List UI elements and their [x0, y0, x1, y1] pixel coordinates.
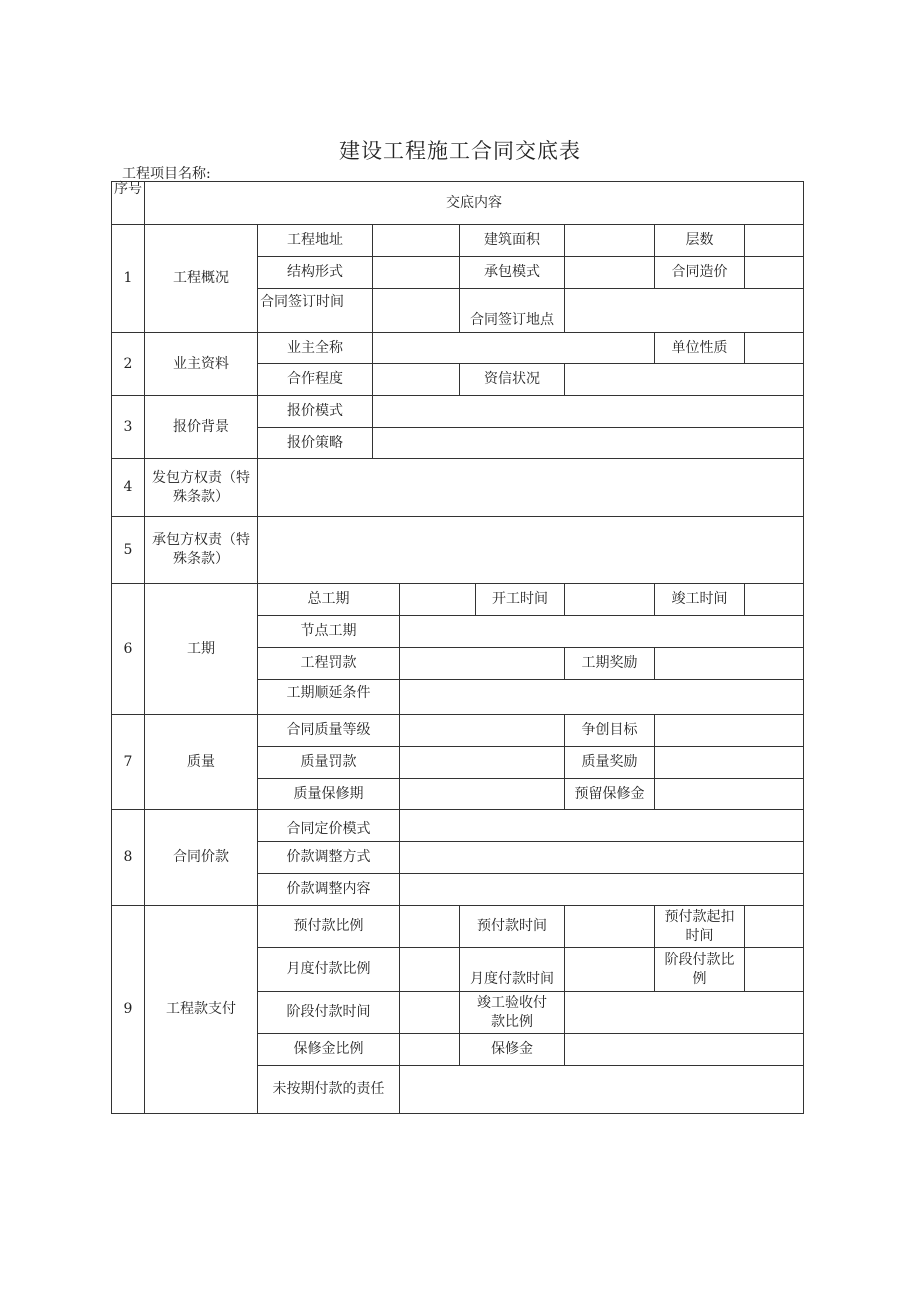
label-monthly-ratio: 月度付款比例 [257, 947, 400, 992]
value-target[interactable] [654, 714, 804, 747]
value-advance-time[interactable] [564, 905, 655, 948]
header-content: 交底内容 [144, 181, 804, 225]
value-sign-time[interactable] [372, 288, 460, 333]
label-target: 争创目标 [564, 714, 655, 747]
label-area: 建筑面积 [459, 224, 565, 257]
value-quality-penalty[interactable] [399, 746, 565, 779]
label-advance-deduct: 预付款起扣时间 [654, 905, 745, 948]
value-completion-ratio[interactable] [564, 991, 804, 1034]
label-quality-grade: 合同质量等级 [257, 714, 400, 747]
value-milestone[interactable] [399, 615, 804, 648]
value-advance-deduct[interactable] [744, 905, 804, 948]
label-quality-penalty: 质量罚款 [257, 746, 400, 779]
section-4-no: 4 [111, 458, 145, 517]
label-monthly-time: 月度付款时间 [459, 947, 565, 992]
value-adjust-content[interactable] [399, 873, 804, 906]
header-seq: 序号 [111, 181, 145, 225]
label-total-period: 总工期 [257, 583, 400, 616]
section-2-name: 业主资料 [144, 332, 258, 396]
label-retention-deposit: 预留保修金 [564, 778, 655, 810]
label-finish-time: 竣工时间 [654, 583, 745, 616]
value-area[interactable] [564, 224, 655, 257]
label-completion-ratio: 竣工验收付款比例 [459, 991, 565, 1034]
value-advance-ratio[interactable] [399, 905, 460, 948]
label-extension: 工期顺延条件 [257, 679, 400, 715]
value-employer-rights[interactable] [257, 458, 804, 517]
value-structure[interactable] [372, 256, 460, 289]
label-contract-mode: 承包模式 [459, 256, 565, 289]
value-stage-time[interactable] [399, 991, 460, 1034]
label-milestone: 节点工期 [257, 615, 400, 648]
label-address: 工程地址 [257, 224, 373, 257]
section-8-name: 合同价款 [144, 809, 258, 906]
label-unit-nature: 单位性质 [654, 332, 745, 364]
value-retention[interactable] [564, 1033, 804, 1066]
value-unit-nature[interactable] [744, 332, 804, 364]
value-warranty[interactable] [399, 778, 565, 810]
label-quote-strategy: 报价策略 [257, 427, 373, 459]
value-retention-deposit[interactable] [654, 778, 804, 810]
label-cooperation: 合作程度 [257, 363, 373, 396]
label-credit: 资信状况 [459, 363, 565, 396]
value-retention-ratio[interactable] [399, 1033, 460, 1066]
section-4-name: 发包方权责（特殊条款） [144, 458, 258, 517]
value-quote-mode[interactable] [372, 395, 804, 428]
section-6-name: 工期 [144, 583, 258, 715]
section-5-name: 承包方权责（特殊条款） [144, 516, 258, 584]
value-period-penalty[interactable] [399, 647, 565, 680]
value-adjust-method[interactable] [399, 841, 804, 874]
value-quality-reward[interactable] [654, 746, 804, 779]
label-advance-time: 预付款时间 [459, 905, 565, 948]
value-address[interactable] [372, 224, 460, 257]
label-advance-ratio: 预付款比例 [257, 905, 400, 948]
value-monthly-ratio[interactable] [399, 947, 460, 992]
value-contractor-rights[interactable] [257, 516, 804, 584]
section-3-name: 报价背景 [144, 395, 258, 459]
label-sign-time: 合同签订时间 [257, 288, 373, 333]
page-title: 建设工程施工合同交底表 [339, 139, 581, 163]
label-quote-mode: 报价模式 [257, 395, 373, 428]
label-period-penalty: 工程罚款 [257, 647, 400, 680]
value-finish-time[interactable] [744, 583, 804, 616]
label-late-liability: 未按期付款的责任 [257, 1065, 400, 1114]
label-quality-reward: 质量奖励 [564, 746, 655, 779]
section-9-no: 9 [111, 905, 145, 1114]
label-contract-price: 合同造价 [654, 256, 745, 289]
label-adjust-content: 价款调整内容 [257, 873, 400, 906]
value-extension[interactable] [399, 679, 804, 715]
value-quality-grade[interactable] [399, 714, 565, 747]
value-cooperation[interactable] [372, 363, 460, 396]
label-structure: 结构形式 [257, 256, 373, 289]
label-pricing-mode: 合同定价模式 [257, 809, 400, 842]
value-sign-place[interactable] [564, 288, 804, 333]
value-total-period[interactable] [399, 583, 476, 616]
label-owner-name: 业主全称 [257, 332, 373, 364]
section-8-no: 8 [111, 809, 145, 906]
label-stage-ratio: 阶段付款比例 [654, 947, 745, 992]
section-9-name: 工程款支付 [144, 905, 258, 1114]
label-sign-place: 合同签订地点 [459, 288, 565, 333]
section-2-no: 2 [111, 332, 145, 396]
value-late-liability[interactable] [399, 1065, 804, 1114]
label-retention: 保修金 [459, 1033, 565, 1066]
value-floors[interactable] [744, 224, 804, 257]
value-period-reward[interactable] [654, 647, 804, 680]
value-contract-price[interactable] [744, 256, 804, 289]
value-monthly-time[interactable] [564, 947, 655, 992]
label-stage-time: 阶段付款时间 [257, 991, 400, 1034]
project-name-label: 工程项目名称: [122, 166, 211, 182]
section-1-no: 1 [111, 224, 145, 333]
value-credit[interactable] [564, 363, 804, 396]
value-stage-ratio[interactable] [744, 947, 804, 992]
label-warranty: 质量保修期 [257, 778, 400, 810]
label-floors: 层数 [654, 224, 745, 257]
label-retention-ratio: 保修金比例 [257, 1033, 400, 1066]
value-contract-mode[interactable] [564, 256, 655, 289]
section-3-no: 3 [111, 395, 145, 459]
label-period-reward: 工期奖励 [564, 647, 655, 680]
value-pricing-mode[interactable] [399, 809, 804, 842]
value-quote-strategy[interactable] [372, 427, 804, 459]
section-6-no: 6 [111, 583, 145, 715]
section-7-no: 7 [111, 714, 145, 810]
section-7-name: 质量 [144, 714, 258, 810]
section-1-name: 工程概况 [144, 224, 258, 333]
label-adjust-method: 价款调整方式 [257, 841, 400, 874]
section-5-no: 5 [111, 516, 145, 584]
value-start-time[interactable] [564, 583, 655, 616]
label-start-time: 开工时间 [475, 583, 565, 616]
value-owner-name[interactable] [372, 332, 655, 364]
